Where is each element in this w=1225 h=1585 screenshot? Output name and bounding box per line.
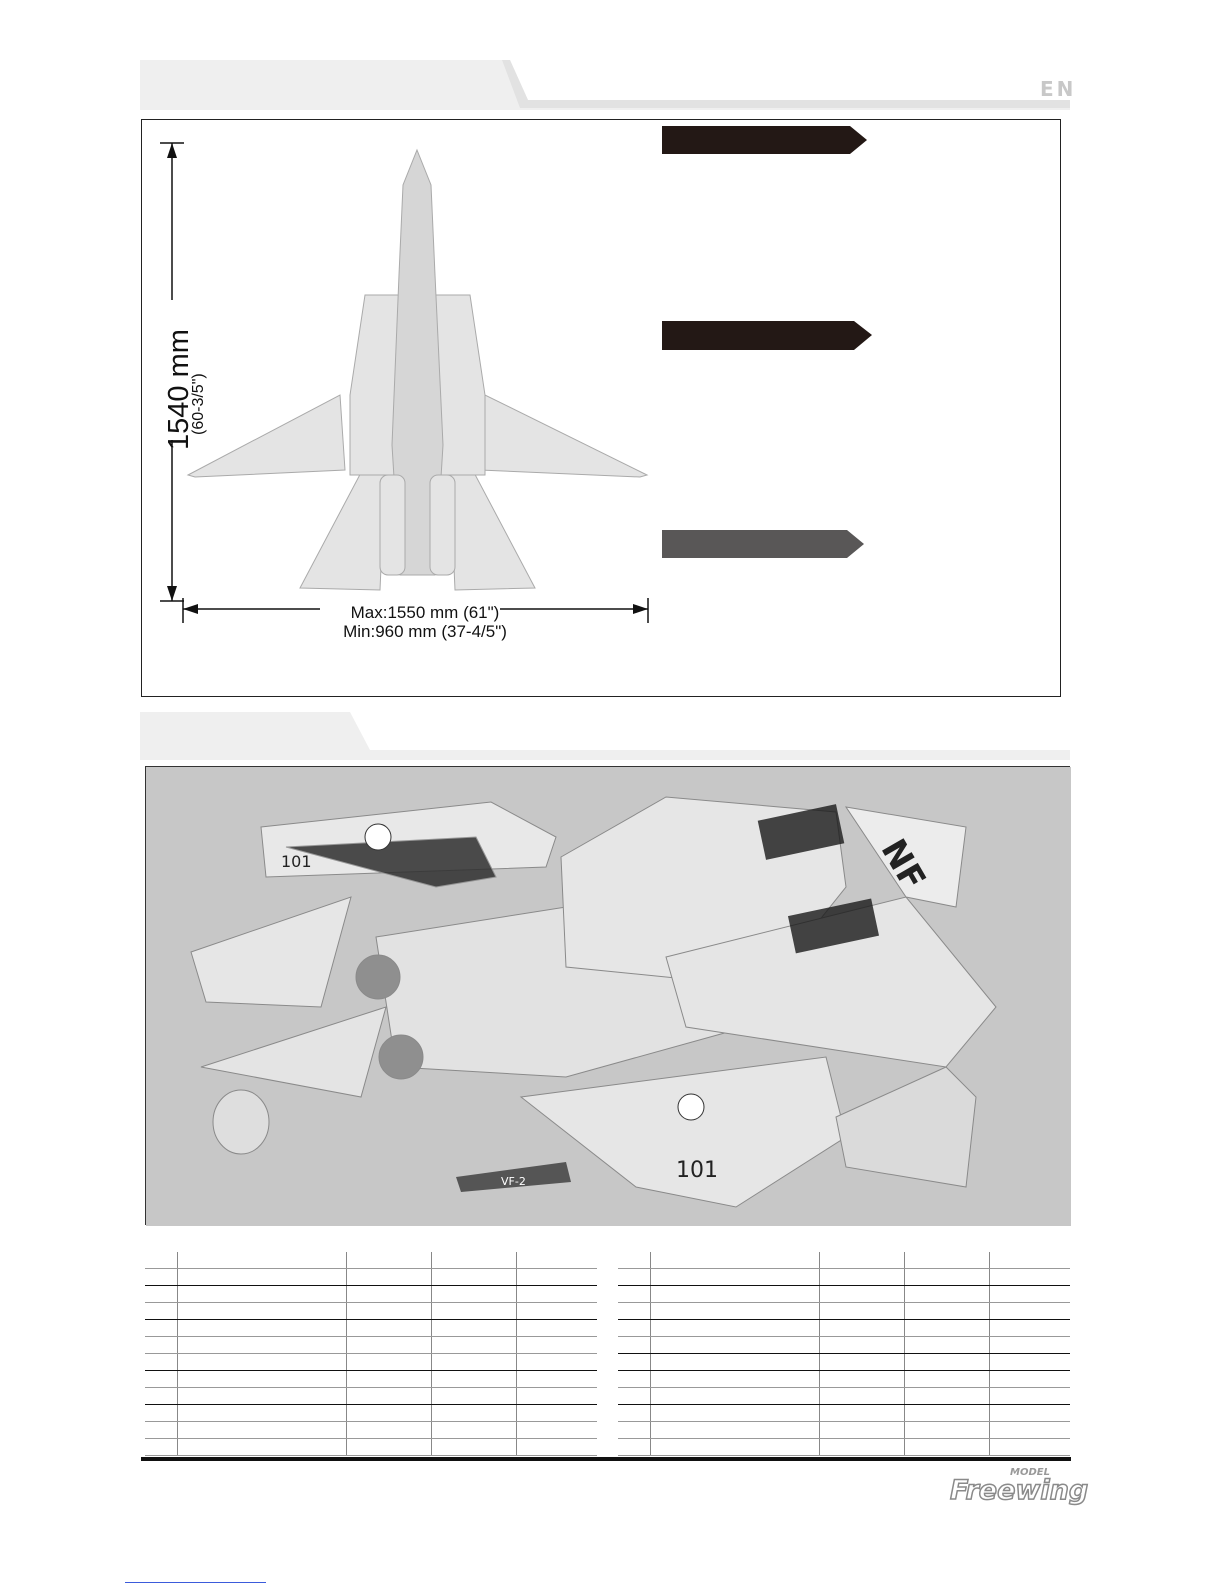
side-number-fuselage: 101 [281,852,312,871]
table-row [145,1320,597,1337]
section-banner-3 [662,530,867,558]
table-row [618,1337,1070,1354]
parts-table-left [145,1252,597,1456]
table-row [618,1303,1070,1320]
tail-code: NF [872,832,934,898]
table-row [145,1354,597,1371]
span-dimension-label [270,603,580,641]
side-number-wing: 101 [676,1158,718,1183]
squadron-marking: VF-2 [501,1175,526,1188]
table-row [618,1252,1070,1269]
kit-contents-photo [145,766,1070,1225]
aircraft-top-view [185,145,650,595]
table-row [618,1388,1070,1405]
table-row [618,1405,1070,1422]
table-row [618,1269,1070,1286]
table-row [145,1303,597,1320]
table-row [145,1422,597,1439]
length-inch: (60-3/5") [190,373,207,435]
table-row [618,1371,1070,1388]
parts-table-right [618,1252,1070,1456]
length-mm: 1540 mm [163,329,195,450]
header-band [140,60,1070,112]
brand-logo-sub: MODEL [1010,1467,1050,1478]
table-row [618,1320,1070,1337]
brand-logo-name: Freewing [950,1475,1089,1506]
table-row [145,1286,597,1303]
language-tag: EN [1040,77,1077,101]
table-row [145,1337,597,1354]
table-row [145,1252,597,1269]
section-banner-1 [662,126,872,154]
table-row [618,1286,1070,1303]
table-row [145,1269,597,1286]
brand-logo [948,1465,1089,1506]
table-row [145,1439,597,1456]
table-row [618,1422,1070,1439]
span-max: Max:1550 mm (61") [350,603,500,622]
span-min: Min:960 mm (37-4/5") [343,622,507,641]
table-row [145,1388,597,1405]
footer-link-underline [125,1582,266,1583]
table-row [145,1371,597,1388]
table-row [145,1405,597,1422]
kit-contents-header-band [140,712,1070,762]
section-banner-2 [662,321,877,350]
table-row [618,1439,1070,1456]
footer-rule [141,1457,1071,1461]
table-row [618,1354,1070,1371]
